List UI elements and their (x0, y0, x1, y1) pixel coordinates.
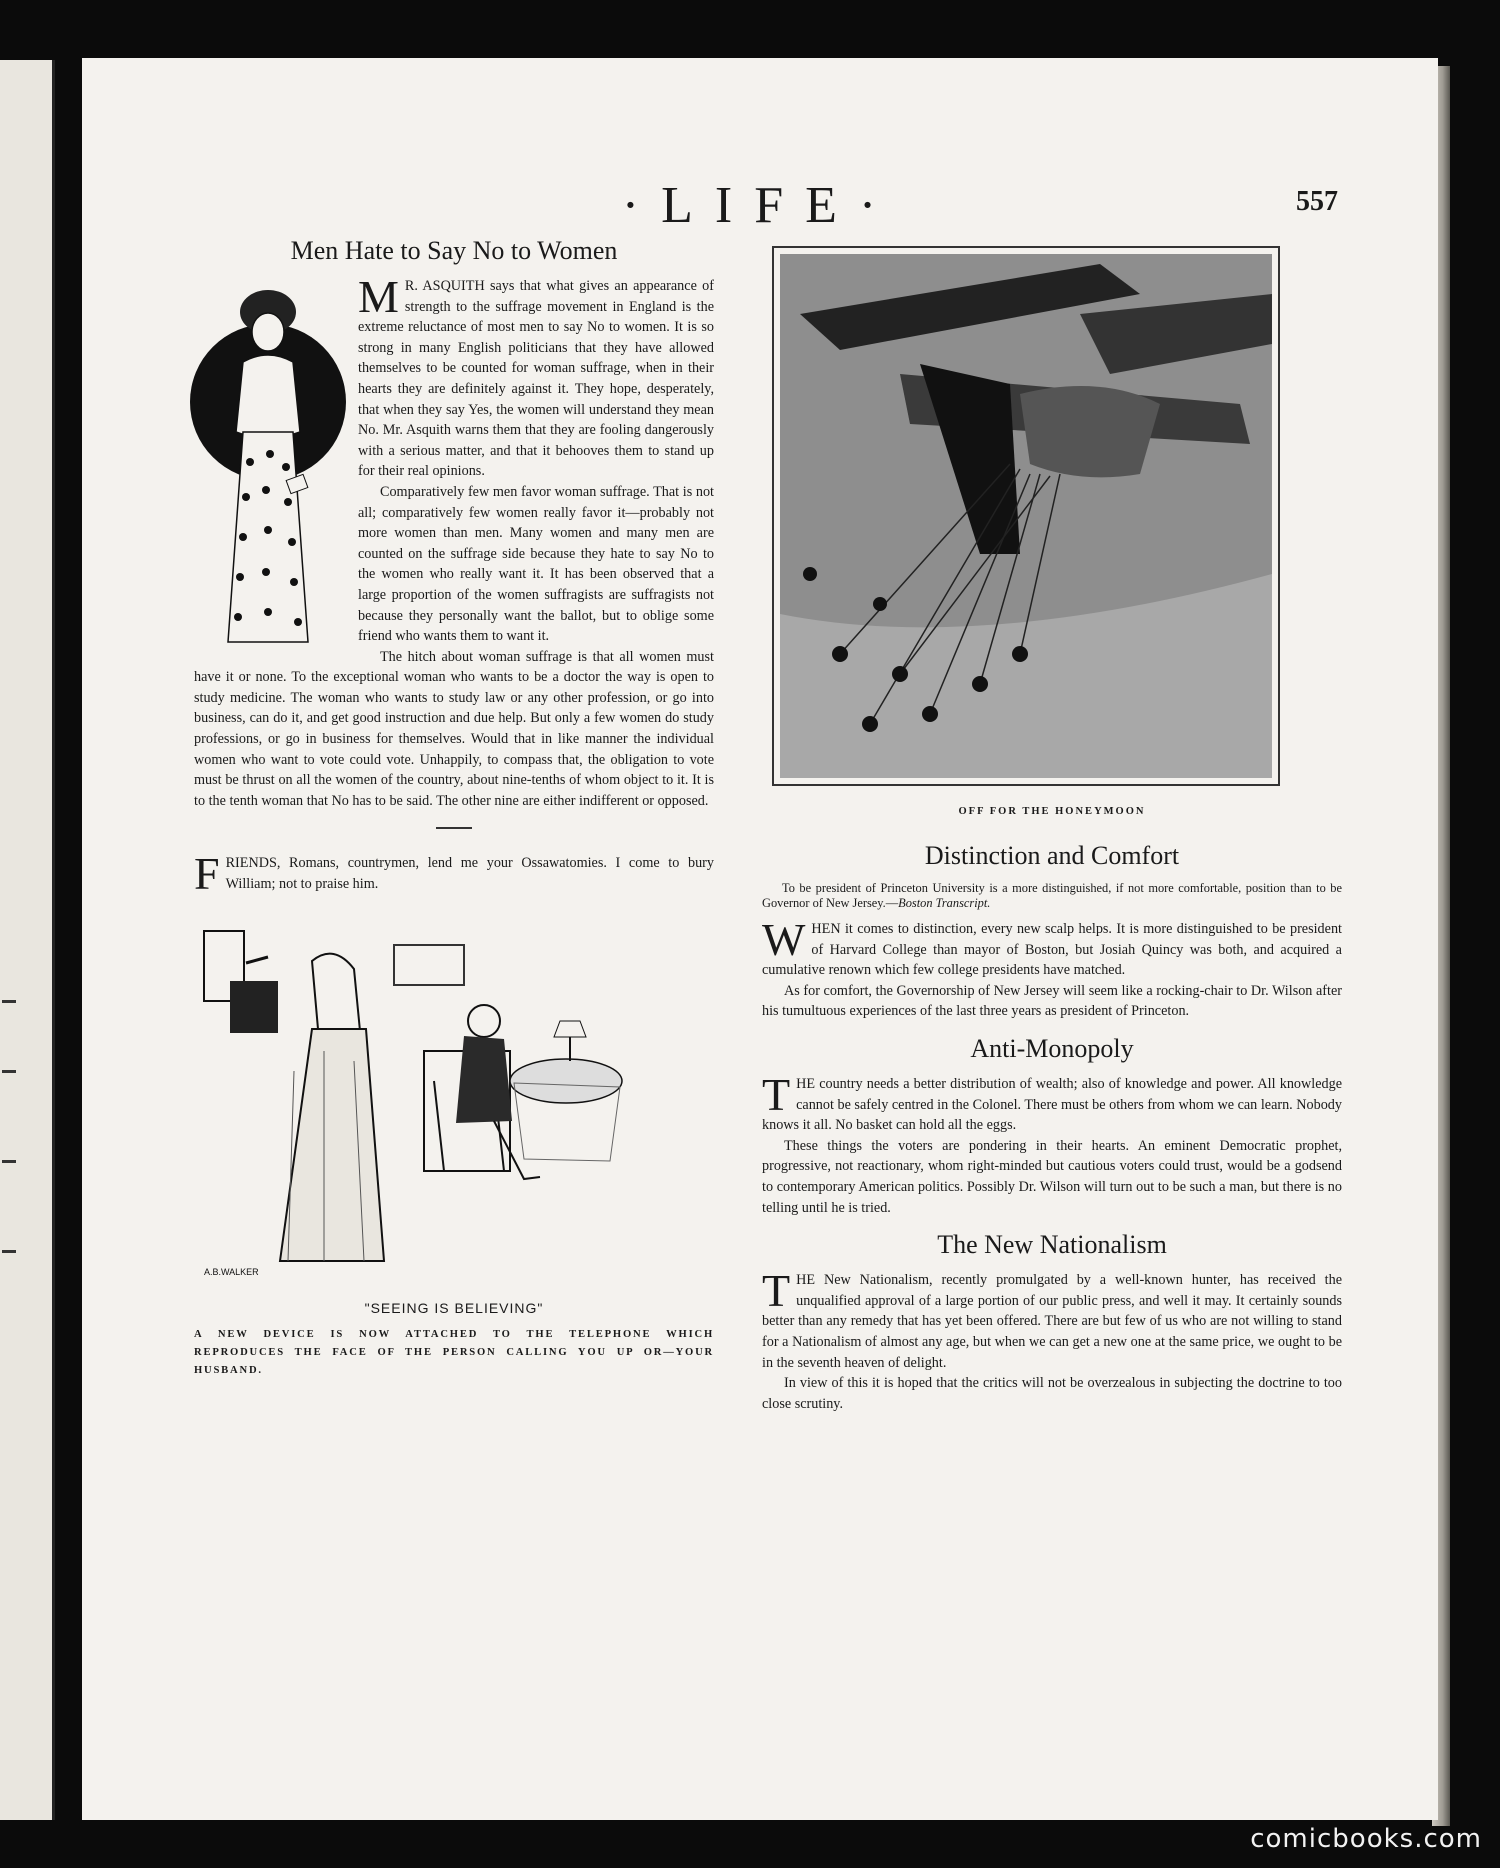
page-number: 557 (1296, 186, 1338, 217)
article-title-anti-monopoly: Anti-Monopoly (970, 1033, 1134, 1063)
article2-paragraph-1: WHEN it comes to distinction, every new scalp helps. It is more distinguished to be president of Harvard College than mayor of Boston, but Josiah Quincy was both, and acquired a cumulative renown which few college presidents have matched. (762, 914, 1342, 979)
article1-paragraph-3: The hitch about woman suffrage is that all women must have it or none. To the exceptional woman who wants to be a doctor the way is open to study medicine. The woman who wants to study law or any other profession, or go into business, can do it, and get good instruction and due help. But only a few women do study professions, or go in business for themselves. Would that in like manner the individual women who want to vote could vote. Unhappily, to compass that, the obligation to vote must be thrust on all the women of the country, about nine-tenths of whom object to it. It is to the tenth woman that No has to be said. The other nine are either indifferent or opposed. (194, 648, 714, 809)
airplane-illustration (780, 254, 1272, 778)
dropcap-f: F (194, 848, 220, 900)
section-divider (436, 827, 472, 829)
friends-paragraph: FRIENDS, Romans, countrymen, lend me your Ossawatomies. I come to bury William; not to praise him. (194, 848, 714, 900)
cartoon-title: "SEEING IS BELIEVING" (364, 1299, 544, 1316)
telephone-cartoon (194, 921, 714, 1281)
honeymoon-illustration-frame (772, 246, 1280, 786)
article-title-new-nationalism: The New Nationalism (937, 1230, 1167, 1260)
cartoon-signature: A.B.WALKER (204, 1266, 259, 1277)
epigraph-quote: To be president of Princeton University is a more distinguished, if not more comfortable, position than to be Governor of New Jersey.—Boston Transcript. (762, 881, 1342, 910)
left-column (194, 236, 714, 1380)
magazine-page (82, 58, 1438, 1820)
article1-paragraph-1: M R. ASQUITH says that what gives an appearance of strength to the suffrage movement in England is the extreme reluctance of most men to say No to women. It is so strong in many English politicians that they have allowed themselves to be counted for woman suffrage, when in their hearts they are definitely against it. They hope, desperately, that when they say Yes, the women will understand they mean No. Mr. Asquith warns them that they are fooling dangerously with a serious matter, and that it behooves them to stand up for their real opinions. (358, 271, 714, 480)
illustration-caption: OFF FOR THE HONEYMOON (958, 806, 1146, 817)
dropcap-t-1: T (762, 1068, 791, 1120)
quote-source: Boston Transcript. (898, 896, 991, 910)
article-title-men-hate: Men Hate to Say No to Women (290, 236, 618, 265)
article-title-distinction: Distinction and Comfort (924, 841, 1180, 870)
article1-paragraph-2: Comparatively few men favor woman suffrage. That is not all; comparatively few women really favor it—probably not more women than men. Many women and many men are counted on the suffrage side because they hate to say No to the women who really want it. It has been observed that a large proportion of the women suffragists are suffragists not because they personally want the ballot, but to oblige some friend who wants them to want it. (358, 483, 714, 645)
article4-paragraph-1: THE New Nationalism, recently promulgated by a well-known hunter, has received the unqualified approval of a large portion of our public press, and well it may. It certainly sounds better than any remedy that has yet been offered. There are but few of us who are not willing to stand for a Nationalism of almost any age, but when we can get a new one at the same price, we ought to be in the seventh heaven of delight. (762, 1265, 1342, 1371)
cartoon-caption: A NEW DEVICE IS NOW ATTACHED TO THE TELEPHONE WHICH REPRODUCES THE FACE OF THE PERSON CALLING YOU UP OR—YOUR HUSBAND. (194, 1328, 714, 1376)
article4-paragraph-2: In view of this it is hoped that the critics will not be overzealous in subjecting the doctrine to too close scrutiny. (762, 1375, 1342, 1412)
article3-paragraph-1: THE country needs a better distribution of wealth; also of knowledge and power. All knowledge cannot be safely centred in the Colonel. There must be others from whom we can learn. Nobody knows it all. No basket can hold all the eggs. (762, 1068, 1342, 1134)
masthead-title: ·LIFE· (621, 177, 899, 234)
article3-paragraph-2: These things the voters are pondering in their hearts. An eminent Democratic prophet, progressive, not reactionary, whom right-minded but cautious voters could trust, would be a godsend to contemporary American politics. Possibly Dr. Wilson will turn out to be such a man, but there is no telling until he is tried. (762, 1137, 1342, 1216)
dropcap-m: M (358, 271, 399, 322)
left-page-edge (0, 60, 55, 1820)
article2-paragraph-2: As for comfort, the Governorship of New Jersey will seem like a rocking-chair to Dr. Wilson after his tumultuous experiences of the last three years as president of Princeton. (762, 982, 1342, 1020)
dropcap-w: W (762, 914, 806, 965)
right-column (762, 236, 1342, 1414)
dropcap-t-2: T (762, 1265, 791, 1317)
watermark-brand: comicbooks.com (1250, 1824, 1482, 1854)
woman-illustration (188, 282, 348, 657)
